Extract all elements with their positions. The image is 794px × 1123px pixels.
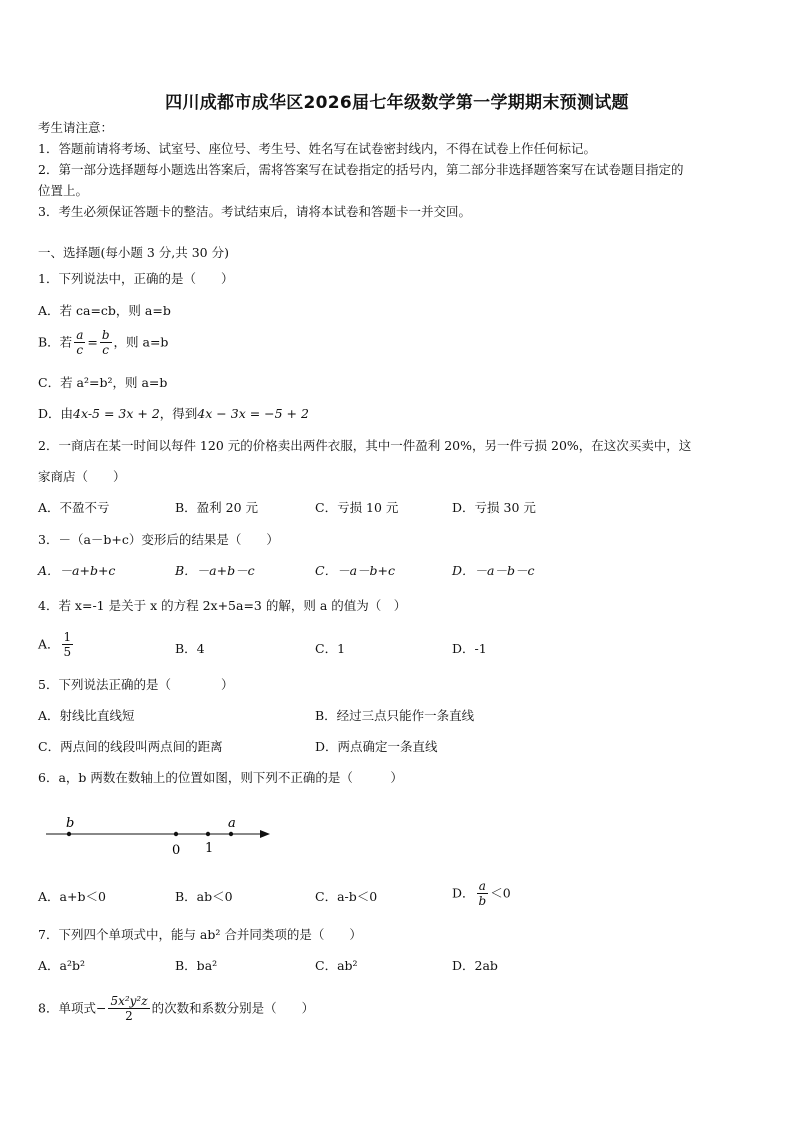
q4-a-fraction — [62, 630, 74, 659]
q2-option-b: B．盈利 20 元 — [175, 500, 259, 515]
q7-option-c: C．ab² — [315, 958, 358, 973]
point-0 — [174, 832, 178, 836]
point-1 — [206, 832, 210, 836]
label-0: 0 — [172, 843, 181, 858]
q2-option-c: C．亏损 10 元 — [315, 500, 399, 515]
q1-d-expr1: 4x-5 = 3x + 2 — [73, 406, 160, 421]
q6-d-suffix: ＜0 — [490, 885, 511, 901]
section-heading: 一、选择题(每小题 3 分,共 30 分) — [38, 245, 229, 260]
q8-prefix: 8．单项式− — [38, 1000, 107, 1016]
q2-option-a: A．不盈不亏 — [38, 500, 110, 515]
label-1: 1 — [205, 841, 214, 856]
q3-option-d: D．－a－b－c — [452, 563, 535, 578]
notice-item-3: 3．考生必须保证答题卡的整洁。考试结束后，请将本试卷和答题卡一并交回。 — [38, 204, 471, 219]
q5-option-a: A．射线比直线短 — [38, 708, 135, 723]
label-b: b — [66, 816, 75, 831]
notice-heading: 考生请注意： — [38, 120, 114, 135]
q2-stem-line2: 家商店（ ） — [38, 469, 126, 484]
q4-option-d: D．-1 — [452, 641, 487, 656]
q6-option-b: B．ab＜0 — [175, 889, 233, 904]
q5-option-b: B．经过三点只能作一条直线 — [315, 708, 475, 723]
q1-b-den2: c — [102, 343, 110, 357]
q1-option-a: A．若 ca=cb，则 a=b — [38, 303, 171, 318]
q1-b-num2: b — [101, 328, 110, 342]
q1-option-c: C．若 a²=b²，则 a=b — [38, 375, 168, 390]
number-line-figure — [38, 810, 278, 860]
q4-option-b: B．4 — [175, 641, 205, 656]
q7-stem: 7．下列四个单项式中，能与 ab² 合并同类项的是（ ） — [38, 927, 362, 942]
q7-option-d: D．2ab — [452, 958, 498, 973]
q1-option-d — [38, 406, 309, 422]
q6-option-d — [452, 879, 511, 908]
q1-d-prefix: D．由 — [38, 406, 74, 421]
q2-stem-line1: 2．一商店在某一时间以每件 120 元的价格卖出两件衣服，其中一件盈利 20%，另一件亏损 20%，在这次买卖中，这 — [38, 438, 692, 453]
q8-fraction — [108, 994, 149, 1023]
q1-option-b — [38, 328, 168, 357]
q7-option-b: B．ba² — [175, 958, 218, 973]
q5-stem: 5．下列说法正确的是（ ） — [38, 677, 234, 692]
q8-den: 2 — [125, 1009, 133, 1023]
q4-option-a — [38, 630, 75, 659]
q8-suffix: 的次数和系数分别是（ ） — [151, 1000, 315, 1016]
q3-option-b: B．－a+b－c — [175, 563, 255, 578]
q4-option-c: C．1 — [315, 641, 346, 656]
q1-b-den1: c — [76, 343, 84, 357]
q8-stem — [38, 994, 314, 1023]
point-a — [229, 832, 233, 836]
q1-stem: 1．下列说法中，正确的是（ ） — [38, 271, 234, 286]
q3-option-a: A．－a+b+c — [38, 563, 116, 578]
q7-option-a: A．a²b² — [38, 958, 86, 973]
q6-option-c: C．a-b＜0 — [315, 889, 378, 904]
q6-stem: 6．a，b 两数在数轴上的位置如图，则下列不正确的是（ ） — [38, 770, 403, 785]
notice-item-2: 2．第一部分选择题每小题选出答案后，需将答案写在试卷指定的括号内，第二部分非选择题答案写在试卷题目指定的 — [38, 162, 684, 177]
q5-option-c: C．两点间的线段叫两点间的距离 — [38, 739, 223, 754]
q1-b-fraction-1 — [74, 328, 85, 357]
q1-d-mid: ，得到 — [159, 406, 198, 421]
label-a: a — [228, 816, 236, 831]
number-line-arrow — [260, 830, 270, 838]
q6-d-den: b — [478, 894, 487, 908]
q3-stem: 3．－（a－b+c）变形后的结果是（ ） — [38, 532, 279, 547]
q1-b-fraction-2 — [100, 328, 112, 357]
q6-d-num: a — [477, 879, 489, 894]
page-title: 四川成都市成华区2026届七年级数学第一学期期末预测试题 — [165, 93, 629, 113]
q1-d-expr2: 4x − 3x = −5 + 2 — [197, 406, 309, 421]
q4-a-den: 5 — [63, 645, 72, 659]
q8-num: 5x²y²z — [110, 994, 148, 1008]
notice-item-2-cont: 位置上。 — [38, 183, 89, 198]
q4-a-num: 1 — [63, 630, 72, 644]
notice-item-1: 1．答题前请将考场、试室号、座位号、考生号、姓名写在试卷密封线内，不得在试卷上作任何标记。 — [38, 141, 596, 156]
q3-option-c: C．－a－b+c — [315, 563, 395, 578]
point-b — [67, 832, 71, 836]
q6-d-prefix: D． — [452, 885, 475, 901]
q1-b-num1: a — [76, 328, 84, 342]
q4-a-prefix: A． — [38, 636, 60, 652]
q4-stem: 4．若 x=-1 是关于 x 的方程 2x+5a=3 的解，则 a 的值为（ ） — [38, 598, 407, 613]
q1-b-suffix: ，则 a=b — [113, 334, 169, 350]
q2-option-d: D．亏损 30 元 — [452, 500, 536, 515]
q1-b-prefix: B．若 — [38, 334, 73, 350]
q6-option-a: A．a+b＜0 — [38, 889, 106, 904]
q6-d-fraction — [477, 879, 489, 908]
q1-b-equals: = — [87, 334, 98, 350]
q5-option-d: D．两点确定一条直线 — [315, 739, 438, 754]
